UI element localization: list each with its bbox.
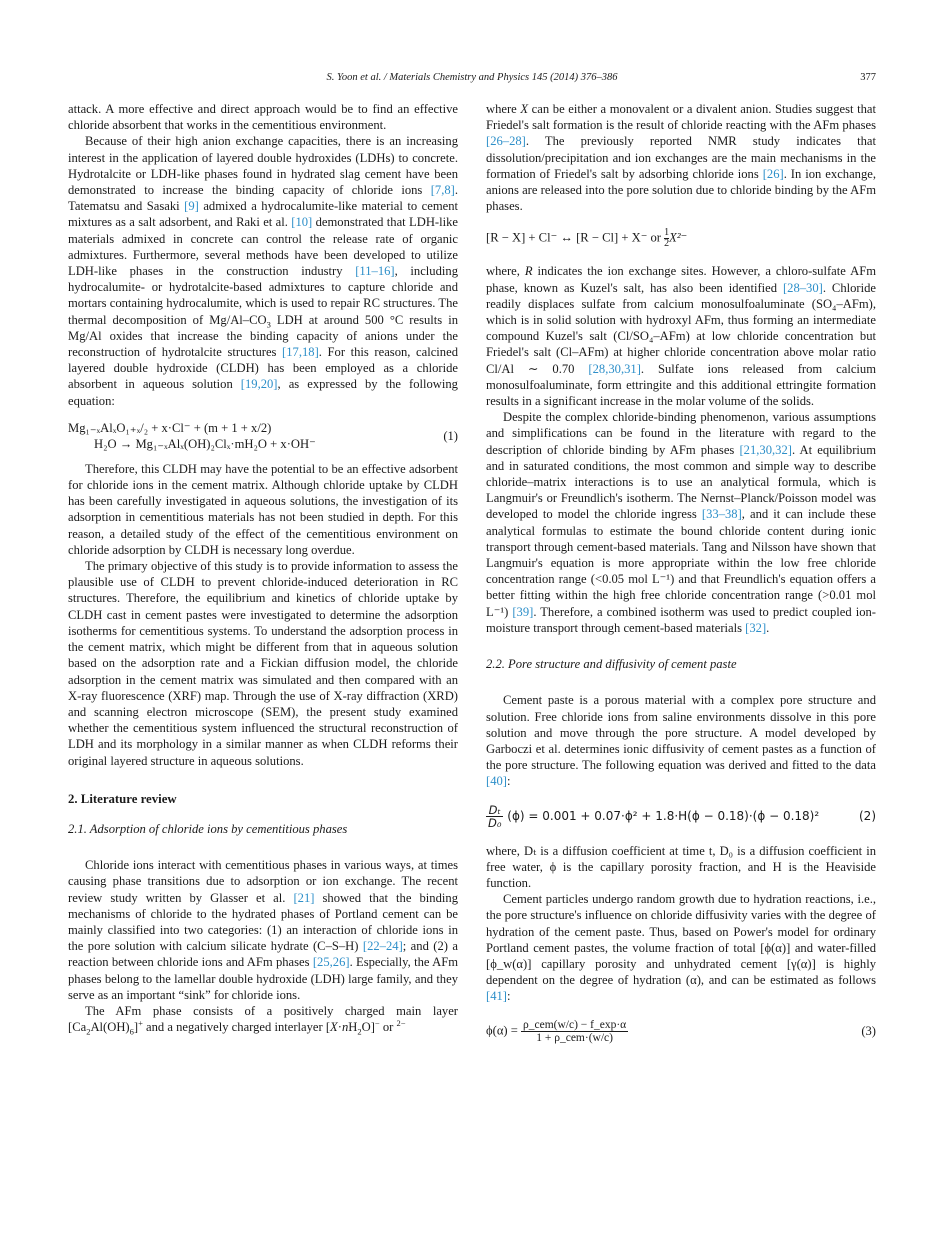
citation-link[interactable]: [7,8]	[430, 183, 455, 198]
journal-citation: S. Yoon et al. / Materials Chemistry and Physics 145 (2014) 376–386	[326, 72, 618, 83]
equation-1	[68, 420, 458, 452]
equation-number: (3)	[861, 1024, 876, 1039]
fraction: $\frac{1}{2}$	[664, 227, 670, 250]
equation-3: ϕ(α) = $\frac{\text{ρ\_cem(w/c) − f\_exp·α}}{\text{1 + ρ\_cem·(w/c)}}$ (3)	[486, 1018, 876, 1044]
paragraph: where, Dₜ is a diffusion coefficient at time t, D₀ is a diffusion coefficient in free water, ϕ is the capillary porosity fraction, and H is the Heaviside function.	[486, 843, 876, 890]
paragraph: where X can be either a monovalent or a divalent anion. Studies suggest that Friedel's salt formation is the result of chloride reacting with the AFm phases [26–28]. The previously reported NMR study indicates that dissolution/precipitation and ion exchanges are the main mechanisms in the formation of Friedel's salt by adsorbing chloride ions [26]. In ion exchange, anions are released into the pore solution due to chloride binding by the AFm phases.	[486, 102, 876, 214]
equation-ion-exchange: [R − X] + Cl⁻ ↔ [R − Cl] + X⁻ or $\frac{1}{2}$ X²⁻	[486, 227, 688, 250]
citation-link[interactable]: [40]	[486, 774, 507, 789]
citation-link[interactable]: [26–28]	[486, 134, 526, 149]
fraction: $\frac{\text{ρ\_cem(w/c) − f\_exp·α}}{\text{1 + ρ\_cem·(w/c)}}$	[523, 1018, 627, 1044]
citation-link[interactable]: [25,26]	[312, 955, 350, 970]
section-heading: 2. Literature review	[68, 791, 177, 806]
citation-link[interactable]: [33–38]	[701, 507, 742, 522]
citation-link[interactable]: [19,20]	[240, 377, 278, 392]
citation-link[interactable]: [21,30,32]	[739, 442, 792, 457]
paragraph: attack. A more effective and direct approach would be to find an effective chloride absorbent that works in the cementitious environment.	[68, 102, 458, 133]
citation-link[interactable]: [9]	[184, 199, 199, 214]
equation-number: (2)	[859, 809, 876, 824]
equation-2: $\frac{\text{Dₜ}}{\text{D₀}}$ (ϕ) = 0.001 + 0.07·ϕ² + 1.8·H(ϕ − 0.18)·(ϕ − 0.18)² (2)	[488, 802, 876, 830]
paragraph: where, R indicates the ion exchange sites. However, a chloro-sulfate AFm phase, known as Kuzel's salt, has also been identified [28–30]. Chloride readily displaces sulfate from calcium monosulfoaluminate (SO₄–AFm), which is in solid solution with hydroxyl AFm, thus forming an intermediate compound Kuzel's salt (Cl/SO₄–AFm) at low chloride concentration but Friedel's salt (Cl–AFm) at higher chloride concentration above molar ratio Cl/Al ∼ 0.70 [28,30,31]. Sulfate ions released from calcium monosulfoaluminate, form ettringite and this additional ettringite formation results in a significant increase in the molar volume of the solids.	[486, 264, 877, 409]
paragraph: Despite the complex chloride-binding phenomenon, various assumptions and simplifications can be found in the literature with regard to the description of chloride binding by AFm phases [21,30,32]. At equilibrium and in saturated conditions, the most common and simple way to describe chloride–matrix interactions is to use an analytical formula, which is Langmuir's or Freundlich's isotherm. The Nernst–Planck/Poisson model was developed to model the chloride ingress [33–38], and it can include these analytical formulas to estimate the bound chloride content during ionic transport through cement-based materials. Tang and Nilsson have shown that Langmuir's equation is more appropriate within the low free chloride concentration range (<0.05 mol L⁻¹) and that Freundlich's equation offers a better fitting within the high free chloride concentration range (>0.01 mol L⁻¹) [39]. Therefore, a combined isotherm was used to predict coupled ion-moisture transport through cement-based materials [32].	[486, 410, 877, 635]
citation-link[interactable]: [32]	[745, 620, 767, 635]
equation-line: Mg₁₋ₓAlₓO₁₊ₓ/₂ + x·Cl⁻ + (m + 1 + x/2)	[68, 420, 272, 435]
paragraph: Because of their high anion exchange capacities, there is an increasing interest in the application of layered double hydroxides (LDHs) to concrete. Hydrotalcite or LDH-like phases found in hydrated slag cement have been demonstrated to increase the binding capacity of chloride ions [7,8]. Tatematsu and Sasaki [9] admixed a hydrocalumite-like material to cement mixtures as a salt adsorbent, and Raki et al. [10] demonstrated that LDH-like materials admixed in concrete can control the release rate of organic admixtures. Furthermore, several methods have been developed to utilize LDH-like phases in the construction industry [11–16], including hydrocalumite- or hydrotalcite-based admixtures to capture chloride and mortars containing hydrocalumite, which is used to repair RC structures. The thermal decomposition of $Mg/Al-CO_3$ LDH at around 500 °C results in Mg/Al oxides that increase the binding capacity of anions under the reconstruction of hydrotalcite structures [17,18]. For this reason, calcined layered double hydroxide (CLDH) has been employed as a chloride absorbent in aqueous solution [19,20], as expressed by the following equation:	[68, 134, 459, 408]
subsection-heading: 2.2. Pore structure and diffusivity of cement paste	[486, 657, 737, 672]
citation-link[interactable]: [21]	[293, 890, 315, 905]
page-number: 377	[860, 72, 876, 83]
equation-number: (1)	[443, 428, 458, 443]
citation-link[interactable]: [28–30]	[782, 280, 823, 295]
paragraph: Cement paste is a porous material with a complex pore structure and solution. Free chloride ions from saline environments dissolve in this pore solution and move through the pore structure. A model developed by Garboczi et al. determines ionic diffusivity of cement pastes as a function of the pore structure. The following equation was derived and fitted to the data [40]:	[486, 693, 876, 789]
subsection-heading: 2.1. Adsorption of chloride ions by cementitious phases	[68, 821, 348, 836]
paragraph: Therefore, this CLDH may have the potential to be an effective adsorbent for chloride ions in the cement matrix. Although chloride uptake by CLDH has been carefully investigated in aqueous solutions, the investigation of its adsorption in cementitious materials has not been studied in depth. For this reason, a detailed study of the effect of the cementitious environment on chloride adsorption by CLDH is necessary long overdue.	[68, 461, 458, 557]
citation-link[interactable]: [41]	[486, 989, 507, 1004]
citation-link[interactable]: [10]	[291, 215, 313, 230]
paragraph: Chloride ions interact with cementitious phases in various ways, at times causing phase transitions due to adsorption or ion exchange. The recent review study written by Glasser et al. [21] showed that the binding mechanisms of chloride to the hydrated phases of Portland cement can be mainly classified into two categories: (1) an interaction of chloride ions in the pore solution with calcium silicate hydrate (C–S–H) [22–24]; and (2) a reaction between chloride ions and AFm phases [25,26]. Especially, the AFm phases belong to the lamellar double hydroxide (LDH) large family, and they serve as an important “sink” for chloride ions.	[68, 858, 458, 1002]
citation-link[interactable]: [22–24]	[362, 939, 403, 954]
citation-link[interactable]: [11–16]	[355, 264, 395, 279]
right-column	[486, 101, 876, 1044]
paragraph: Cement particles undergo random growth due to hydration reactions, i.e., the pore structure's influence on chloride diffusivity varies with the degree of hydration of the cement paste. Thus, based on Power's model for ordinary Portland cement pastes, the volume fraction of total [ϕ(α)] and water-filled [ϕ_w(α)] capillary porosity and unhydrated cement [γ(α)] is highly dependent on the degree of hydration (α), and can be estimated as follows [41]:	[486, 892, 876, 1004]
citation-link[interactable]: [26]	[762, 166, 784, 181]
running-header	[68, 72, 876, 88]
citation-link[interactable]: [39]	[512, 604, 534, 619]
citation-link[interactable]: [28,30,31]	[588, 361, 641, 376]
citation-link[interactable]: [17,18]	[282, 345, 319, 360]
paragraph: The AFm phase consists of a positively charged main layer $[Ca_2Al(OH)_6]^+$ and a negatively charged interlayer $[X\cdot nH_2O]^-$ or $^{2-}$	[68, 1003, 458, 1037]
fraction: $\frac{\text{Dₜ}}{\text{D₀}}$	[488, 802, 502, 830]
left-column	[68, 101, 458, 1035]
equation-line: H₂O → Mg₁₋ₓAlₓ(OH)₂Clₓ·mH₂O + x·OH⁻	[94, 436, 316, 451]
paragraph: The primary objective of this study is to provide information to assess the plausible use of CLDH to prevent chloride-induced deterioration in RC structures. Therefore, the equilibrium and kinetics of chloride uptake by CLDH cast in cement pastes were investigated to determine the adsorption isotherms for cementitious systems. To understand the adsorption process in the cement matrix, which might be different from that in aqueous solution based on the adsorption rate and a Fickian diffusion model, the chloride adsorption in the cement matrix was simulated and then compared with an X-ray fluorescence (XRF) map. Through the use of X-ray diffraction (XRD) and scanning electron microscope (SEM), the present study examined whether the cementitious system influenced the structural reconstruction of LDH and its morphology in a similar manner as when CLDH reforms their original layered structure in aqueous solutions.	[68, 559, 458, 768]
